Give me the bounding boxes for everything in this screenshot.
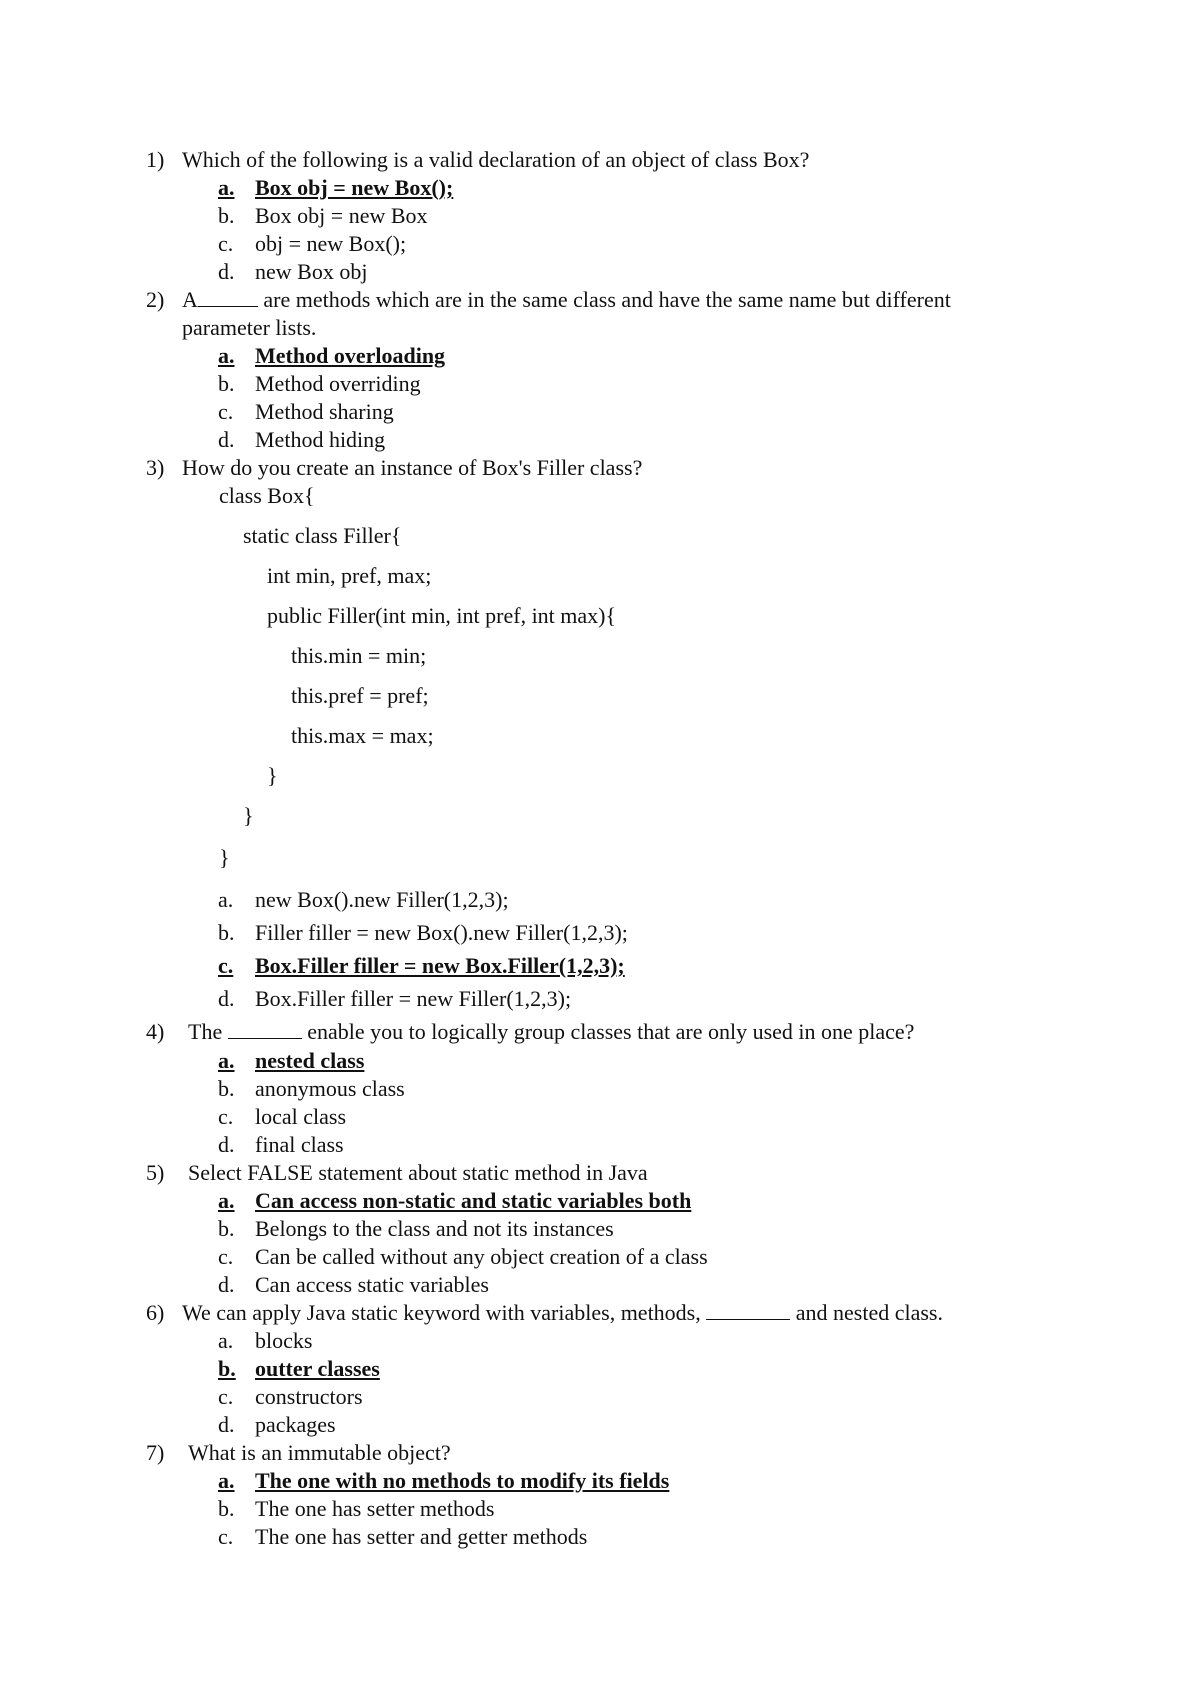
question-2-option-b: Method overriding: [255, 371, 421, 396]
question-4-option-b-letter: b.: [218, 1076, 235, 1101]
question-3-option-b-letter: b.: [218, 920, 235, 945]
fill-in-blank: [198, 288, 258, 307]
question-5-option-b: Belongs to the class and not its instances: [255, 1216, 614, 1241]
question-5-number: 5): [146, 1160, 165, 1185]
question-7-option-c-letter: c.: [218, 1524, 234, 1549]
question-7-number: 7): [146, 1440, 165, 1465]
question-6-option-d: packages: [255, 1412, 336, 1437]
question-2-number: 2): [146, 287, 165, 312]
question-7-option-a-letter: a.: [218, 1468, 235, 1493]
question-7-text: What is an immutable object?: [188, 1440, 451, 1465]
question-3-option-c: Box.Filler filler = new Box.Filler(1,2,3);: [255, 953, 625, 978]
question-4-text-after: enable you to logically group classes that are only used in one place?: [301, 1019, 915, 1044]
question-5-option-c-letter: c.: [218, 1244, 234, 1269]
question-1-option-d: new Box obj: [255, 259, 368, 284]
code-line: public Filler(int min, int pref, int max){: [267, 603, 617, 628]
code-line: static class Filler{: [243, 523, 402, 548]
code-line: this.min = min;: [291, 643, 427, 668]
question-3-option-c-letter: c.: [218, 953, 234, 978]
question-6-option-c: constructors: [255, 1384, 363, 1409]
code-line: int min, pref, max;: [267, 563, 432, 588]
question-6-text-before: We can apply Java static keyword with variables, methods,: [182, 1300, 707, 1325]
question-7-option-a: The one with no methods to modify its fields: [255, 1468, 670, 1493]
question-1-option-c-letter: c.: [218, 231, 234, 256]
question-1-option-a: Box obj = new Box();: [255, 175, 454, 200]
question-6-number: 6): [146, 1300, 165, 1325]
question-7-option-b: The one has setter methods: [255, 1496, 495, 1521]
fill-in-blank: [228, 1020, 302, 1039]
question-1-option-c: obj = new Box();: [255, 231, 407, 256]
question-2-option-d: Method hiding: [255, 427, 386, 452]
code-line: }: [243, 803, 254, 828]
question-5-option-b-letter: b.: [218, 1216, 235, 1241]
question-2-option-c-letter: c.: [218, 399, 234, 424]
question-1-text: Which of the following is a valid declaration of an object of class Box?: [182, 147, 810, 172]
question-2-option-a-letter: a.: [218, 343, 235, 368]
question-2-text-line2: parameter lists.: [182, 315, 317, 340]
question-4-option-c: local class: [255, 1104, 347, 1129]
question-7-option-c: The one has setter and getter methods: [255, 1524, 588, 1549]
question-3-option-d-letter: d.: [218, 986, 235, 1011]
question-1-number: 1): [146, 147, 165, 172]
question-6-text: [182, 1300, 943, 1326]
question-5-option-d: Can access static variables: [255, 1272, 489, 1297]
question-4-option-d-letter: d.: [218, 1132, 235, 1157]
question-3-number: 3): [146, 455, 165, 480]
question-7-option-b-letter: b.: [218, 1496, 235, 1521]
question-6-option-d-letter: d.: [218, 1412, 235, 1437]
code-line: }: [267, 763, 278, 788]
question-2-option-a: Method overloading: [255, 343, 446, 368]
question-3-text: How do you create an instance of Box's Filler class?: [182, 455, 643, 480]
question-4-number: 4): [146, 1019, 165, 1044]
question-6-option-b: outter classes: [255, 1356, 380, 1381]
code-line: }: [219, 845, 230, 870]
question-6-option-a-letter: a.: [218, 1328, 234, 1353]
question-5-option-a-letter: a.: [218, 1188, 235, 1213]
question-6-text-after: and nested class.: [790, 1300, 943, 1325]
fill-in-blank: [706, 1301, 790, 1320]
question-4-option-c-letter: c.: [218, 1104, 234, 1129]
question-1-option-a-letter: a.: [218, 175, 235, 200]
code-line: this.pref = pref;: [291, 683, 429, 708]
question-3-option-d: Box.Filler filler = new Filler(1,2,3);: [255, 986, 572, 1011]
question-3-option-a-letter: a.: [218, 887, 234, 912]
question-4-option-a-letter: a.: [218, 1048, 235, 1073]
question-3-option-a: new Box().new Filler(1,2,3);: [255, 887, 509, 912]
question-3-option-b: Filler filler = new Box().new Filler(1,2,3);: [255, 920, 628, 945]
question-2-option-b-letter: b.: [218, 371, 235, 396]
question-4-option-a: nested class: [255, 1048, 365, 1073]
question-6-option-c-letter: c.: [218, 1384, 234, 1409]
question-6-option-a: blocks: [255, 1328, 313, 1353]
code-line: class Box{: [219, 483, 315, 508]
question-5-text: Select FALSE statement about static method in Java: [188, 1160, 648, 1185]
question-1-option-d-letter: d.: [218, 259, 235, 284]
question-2-text-after: are methods which are in the same class and have the same name but different: [257, 287, 951, 312]
question-4-option-b: anonymous class: [255, 1076, 405, 1101]
question-5-option-d-letter: d.: [218, 1272, 235, 1297]
question-1-option-b: Box obj = new Box: [255, 203, 428, 228]
question-1-option-b-letter: b.: [218, 203, 235, 228]
question-6-option-b-letter: b.: [218, 1356, 236, 1381]
question-5-option-a: Can access non-static and static variables both: [255, 1188, 692, 1213]
question-5-option-c: Can be called without any object creation of a class: [255, 1244, 708, 1269]
code-line: this.max = max;: [291, 723, 434, 748]
question-4-text: [188, 1019, 914, 1045]
question-4-text-before: The: [188, 1019, 228, 1044]
question-2-option-d-letter: d.: [218, 427, 235, 452]
question-2-text-before: A: [182, 287, 198, 312]
question-4-option-d: final class: [255, 1132, 344, 1157]
question-2-text: [182, 287, 951, 313]
question-2-option-c: Method sharing: [255, 399, 394, 424]
